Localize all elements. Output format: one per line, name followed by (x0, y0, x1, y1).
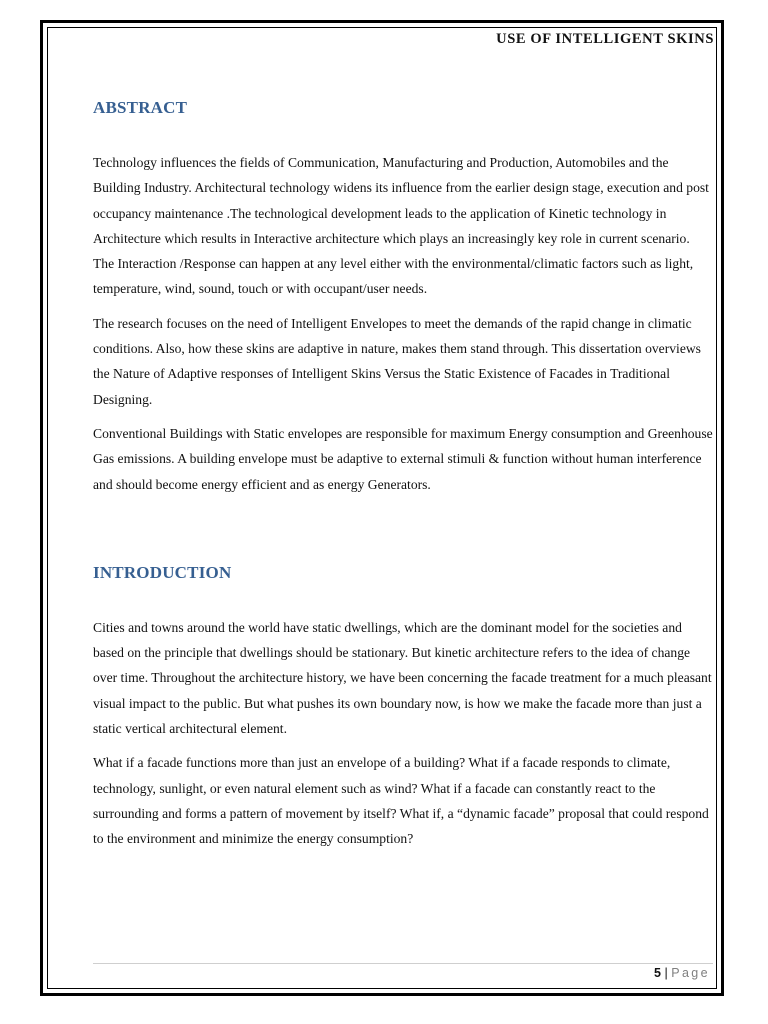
introduction-paragraph-1: Cities and towns around the world have static dwellings, which are the dominant model for the societies and based on the principle that dwellings should be stationary. But kinetic architecture refers to the idea of change over time. Throughout the architecture history, we have been concerning the facade treatment for a much pleasant visual impact to the public. But what pushes its own boundary now, is how we make the facade more than just a static vertical architectural element. (93, 619, 712, 737)
page-separator: | (664, 966, 668, 980)
abstract-paragraph-2: The research focuses on the need of Intelligent Envelopes to meet the demands of the rapid change in climatic conditions. Also, how these skins are adaptive in nature, makes them stand through. This dissertation overviews the Nature of Adaptive responses of Intelligent Skins Versus the Static Existence of Facades in Traditional Designing. (93, 315, 701, 407)
page-content (93, 98, 713, 852)
page-footer (654, 966, 710, 980)
abstract-paragraph-3: Conventional Buildings with Static envelopes are responsible for maximum Energy consumption and Greenhouse Gas emissions. A building envelope must be adaptive to external stimuli & function without human interference and should become energy efficient and as energy Generators. (93, 425, 713, 492)
abstract-heading: ABSTRACT (93, 98, 188, 117)
page-label: Page (671, 966, 710, 980)
introduction-heading: INTRODUCTION (93, 562, 232, 582)
running-header: USE OF INTELLIGENT SKINS (496, 31, 714, 47)
introduction-paragraph-2: What if a facade functions more than just an envelope of a building? What if a facade responds to climate, technology, sunlight, or even natural element such as wind? What if a facade can constantly react to the surrounding and forms a pattern of movement by itself? What if, a “dynamic facade” proposal that could respond to the environment and minimize the energy consumption? (93, 755, 709, 847)
footer-divider (93, 963, 713, 964)
abstract-paragraph-1: Technology influences the fields of Communication, Manufacturing and Production, Automobiles and the Building Industry. Architectural technology widens its influence from the earlier design stage, execution and post occupancy maintenance .The technological development leads to the application of Kinetic technology in Architecture which results in Interactive architecture which plays an increasingly key role in current scenario. The Interaction /Response can happen at any level either with the environmental/climatic factors such as light, temperature, wind, sound, touch or with occupant/user needs. (93, 155, 709, 297)
page-number: 5 (654, 966, 661, 980)
